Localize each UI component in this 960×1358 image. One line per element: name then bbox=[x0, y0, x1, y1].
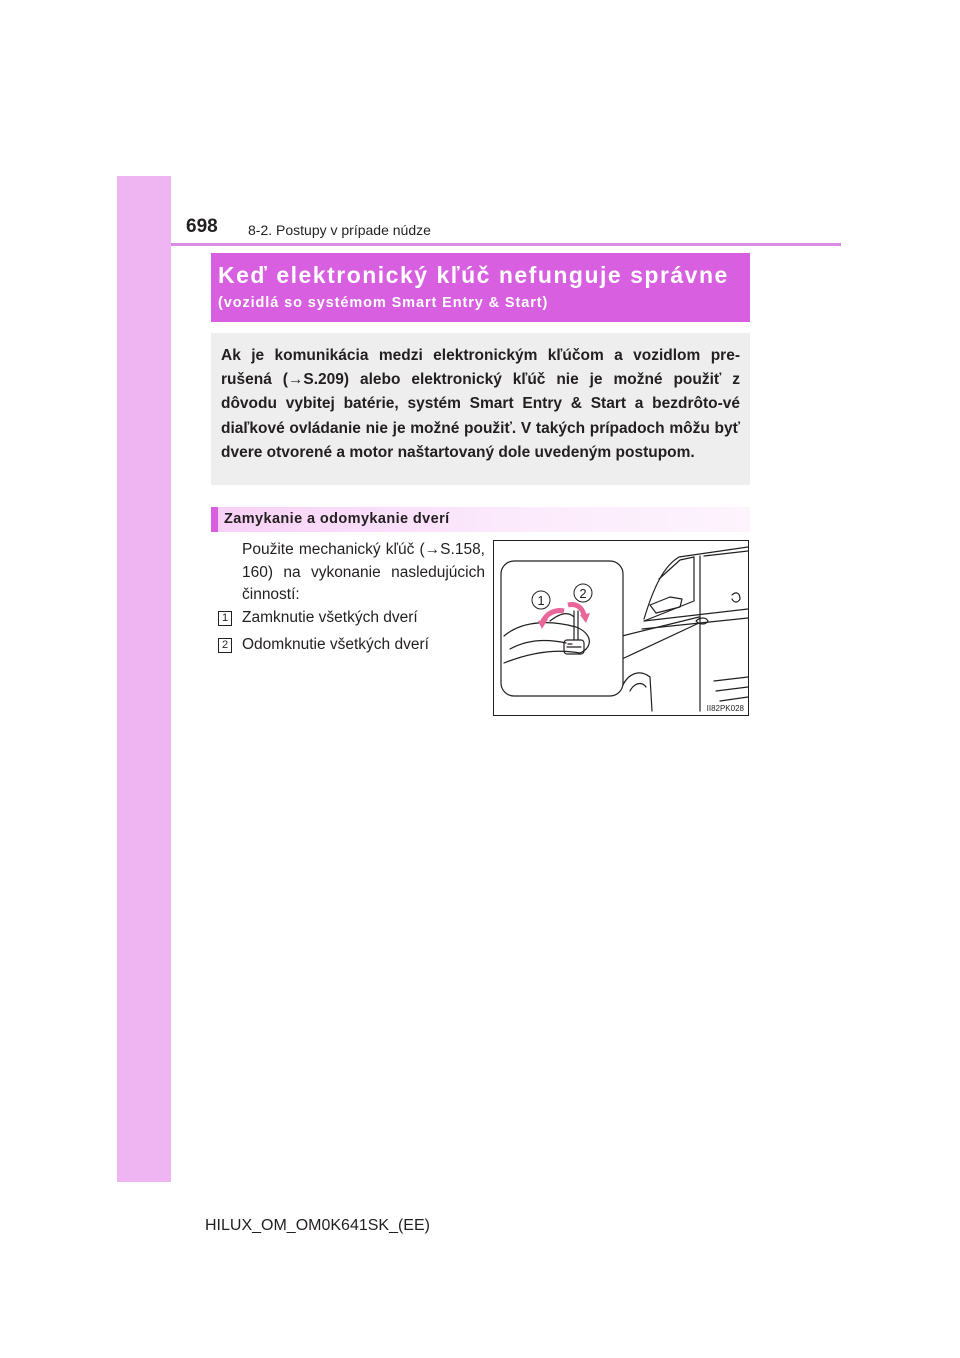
figure-code: II82PK028 bbox=[706, 704, 744, 713]
intro-text: Ak je komunikácia medzi elektronickým kľúčom a vozidlom pre-rušená (→S.209) alebo elektronický kľúč nie je možné použiť z dôvodu vybitej batérie, systém Smart Entry & Start a bezdrôto-vé diaľkové ovládanie nie je možné použiť. V takých prípadoch môžu byť dvere otvorené a motor naštartovaný dole uvedeným postupom. bbox=[221, 347, 740, 461]
callout-2: 2 bbox=[579, 586, 587, 601]
chapter-sidebar-tab bbox=[117, 176, 171, 1182]
title-banner bbox=[211, 253, 750, 322]
page-number: 698 bbox=[186, 216, 218, 237]
chapter-title: 8-2. Postupy v prípade núdze bbox=[248, 222, 431, 238]
callout-1: 1 bbox=[537, 593, 545, 608]
step-number: 1 bbox=[218, 611, 232, 626]
page-title: Keď elektronický kľúč nefunguje správne bbox=[218, 262, 729, 288]
step-number: 2 bbox=[218, 638, 232, 653]
section-heading-bar bbox=[211, 507, 218, 532]
section-heading-box bbox=[211, 507, 750, 532]
document-footer: HILUX_OM_OM0K641SK_(EE) bbox=[205, 1217, 430, 1234]
step-label: Odomknutie všetkých dverí bbox=[242, 636, 429, 653]
section-body-text: Použite mechanický kľúč (→S.158, 160) na vykonanie nasledujúcich činností: bbox=[242, 541, 485, 603]
intro-box bbox=[211, 333, 750, 485]
header-rule bbox=[171, 243, 841, 246]
section-heading: Zamykanie a odomykanie dverí bbox=[224, 511, 450, 527]
page-subtitle: (vozidlá so systémom Smart Entry & Start) bbox=[218, 295, 549, 311]
door-lock-illustration bbox=[493, 540, 749, 716]
step-label: Zamknutie všetkých dverí bbox=[242, 609, 418, 626]
door-illustration-svg bbox=[494, 541, 748, 715]
